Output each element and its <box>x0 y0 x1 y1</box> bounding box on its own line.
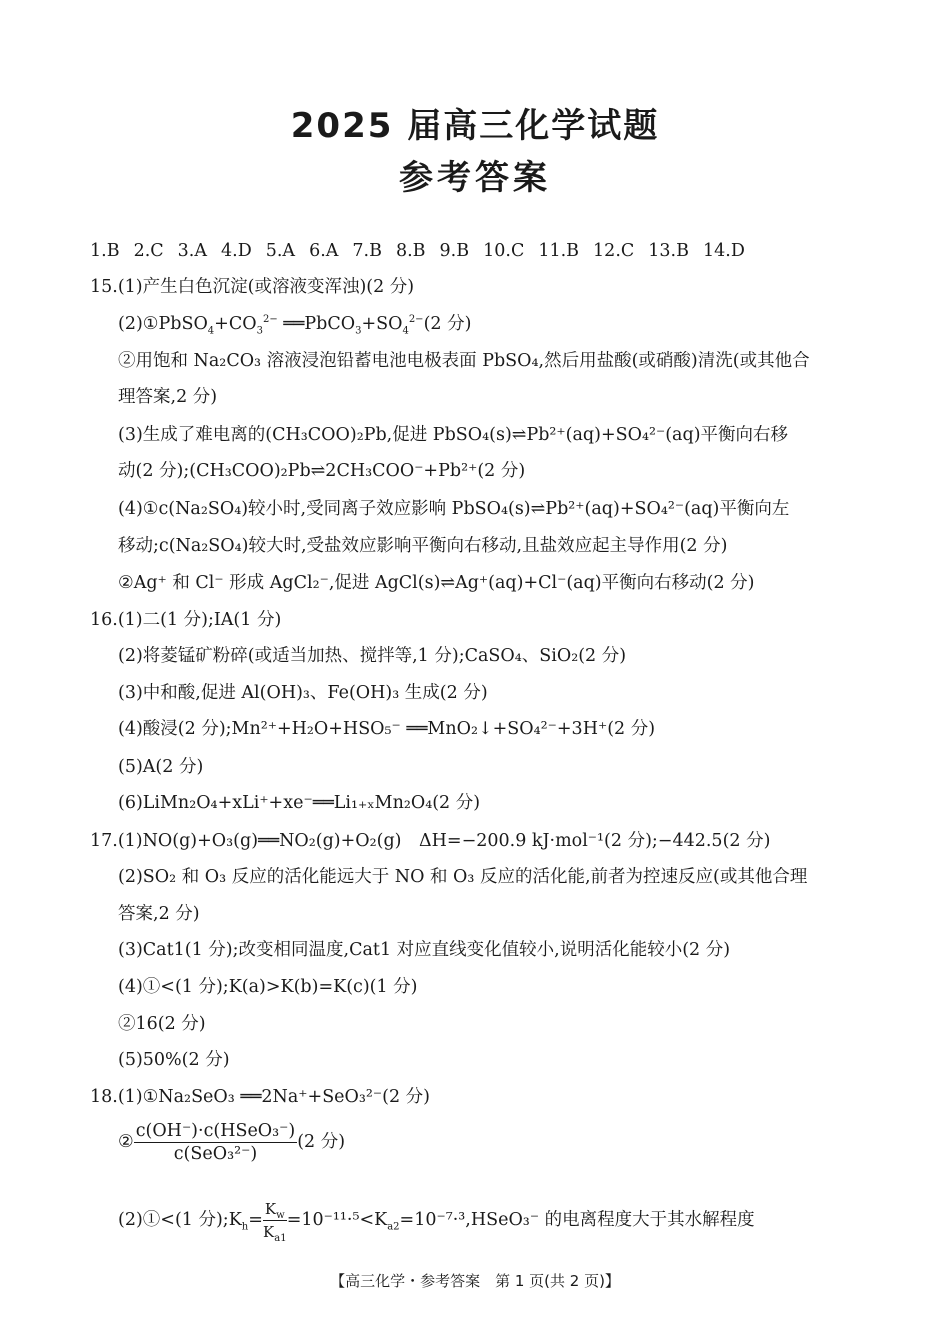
q15-line-6: 动(2 分);(CH₃COO)₂Pb⇌2CH₃COO⁻+Pb²⁺(2 分) <box>118 461 526 481</box>
q16-line-2: (2)将菱锰矿粉碎(或适当加热、搅拌等,1 分);CaSO₄、SiO₂(2 分) <box>118 646 627 666</box>
mc-answer: 13.B <box>648 241 689 261</box>
q15-line-4: 理答案,2 分) <box>118 387 218 407</box>
q15-line-3: ②用饱和 Na₂CO₃ 溶液浸泡铅蓄电池电极表面 PbSO₄,然后用盐酸(或硝酸)清洗(或其他合 <box>118 351 810 371</box>
fraction-denominator: c(SeO₃²⁻) <box>173 1144 258 1164</box>
mc-answer: 7.B <box>352 241 382 261</box>
q18-frac-score: (2 分) <box>297 1132 346 1152</box>
kh-fraction: $\frac{K_w}{K_{a1}}$ <box>263 1200 287 1244</box>
q17-line-2: (2)SO₂ 和 O₃ 反应的活化能远大于 NO 和 O₃ 反应的活化能,前者为控速反应(或其他合理 <box>118 867 808 887</box>
q15-line-7: (4)①c(Na₂SO₄)较小时,受同离子效应影响 PbSO₄(s)⇌Pb²⁺(aq)+SO₄²⁻(aq)平衡向左 <box>118 499 790 519</box>
page-title: 2025 届高三化学试题 <box>290 106 660 146</box>
fraction-numerator: c(OH⁻)·c(HSeO₃⁻) <box>135 1121 296 1141</box>
mc-answer: 9.B <box>439 241 470 261</box>
q17-line-3: 答案,2 分) <box>118 904 200 924</box>
q17-line-7: (5)50%(2 分) <box>118 1050 230 1070</box>
q18-l3-part3: =10⁻⁷·³,HSeO₃⁻ 的电离程度大于其水解程度 <box>399 1210 755 1230</box>
mc-answer: 12.C <box>593 241 635 261</box>
q16-line-6: (6)LiMn₂O₄+xLi⁺+xe⁻══Li₁₊ₓMn₂O₄(2 分) <box>118 793 481 813</box>
mc-answer: 14.D <box>702 241 745 261</box>
q17-line-4: (3)Cat1(1 分);改变相同温度,Cat1 对应直线变化值较小,说明活化能较小(2 分) <box>118 940 731 960</box>
q15-line-8: 移动;c(Na₂SO₄)较大时,受盐效应影响平衡向右移动,且盐效应起主导作用(2 分) <box>118 536 728 556</box>
q17-line-5: (4)①<(1 分);K(a)>K(b)=K(c)(1 分) <box>118 977 418 997</box>
q16-line-5: (5)A(2 分) <box>118 757 204 777</box>
q18-fraction-line <box>118 1120 908 1165</box>
q15-line-2: $(2)①PbSO_4+CO_3^{2-}$ $══PbCO_3+SO_4^{2-}(2$ 分) <box>118 314 472 337</box>
q17-line-1: 17.(1)NO(g)+O₃(g)══NO₂(g)+O₂(g) ΔH=−200.9 kJ·mol⁻¹(2 分);−442.5(2 分) <box>90 831 771 851</box>
mc-answer: 6.A <box>309 241 339 261</box>
q16-line-4: (4)酸浸(2 分);Mn²⁺+H₂O+HSO₅⁻ ══MnO₂↓+SO₄²⁻+3H⁺(2 分) <box>118 719 656 739</box>
mc-answer: 1.B <box>90 241 120 261</box>
q18-l3-part2: =10⁻¹¹·⁵<K <box>286 1210 388 1230</box>
mc-answer: 5.A <box>265 241 296 261</box>
q15-line-5: (3)生成了难电离的(CH₃COO)₂Pb,促进 PbSO₄(s)⇌Pb²⁺(aq)+SO₄²⁻(aq)平衡向右移 <box>118 425 789 445</box>
q15-l2-score: (2 分) <box>423 314 472 334</box>
q18-line-3: (2)①<(1 分)$;K_h=$ $\frac{K_w}{K_{a1}}$ $=10^{-11}\cdot^5<K_{a2}=10^{-7}\cdot^3,HSeO_3^-$ 的电离程度大于其水解程度 <box>118 1200 755 1244</box>
q16-line-1: 16.(1)二(1 分);ⅠA(1 分) <box>90 610 282 630</box>
mc-answer: 11.B <box>538 241 580 261</box>
q15-line-9: ②Ag⁺ 和 Cl⁻ 形成 AgCl₂⁻,促进 AgCl(s)⇌Ag⁺(aq)+Cl⁻(aq)平衡向右移动(2 分) <box>118 573 755 593</box>
mc-answer: 3.A <box>177 241 207 261</box>
mc-answer: 8.B <box>395 241 426 261</box>
page-subtitle: 参考答案 <box>399 158 551 198</box>
q18-l3-part1: (2)①<(1 分);K <box>118 1210 242 1230</box>
mc-answer: 10.C <box>483 241 525 261</box>
q18-line-1: 18.(1)①Na₂SeO₃ ══2Na⁺+SeO₃²⁻(2 分) <box>90 1087 431 1107</box>
multiple-choice-answers <box>90 238 880 264</box>
q18-frac-prefix: ② <box>118 1132 134 1152</box>
q16-line-3: (3)中和酸,促进 Al(OH)₃、Fe(OH)₃ 生成(2 分) <box>118 683 488 703</box>
mc-answer: 2.C <box>133 241 164 261</box>
page-footer: 【高三化学・参考答案 第 1 页(共 2 页)】 <box>330 1272 620 1290</box>
q15-l2-prefix: (2)①PbSO <box>118 314 208 334</box>
equilibrium-expression-fraction <box>134 1120 298 1165</box>
q17-line-6: ②16(2 分) <box>118 1014 206 1034</box>
mc-answer: 4.D <box>221 241 252 261</box>
q15-line-1: 15.(1)产生白色沉淀(或溶液变浑浊)(2 分) <box>90 277 415 297</box>
